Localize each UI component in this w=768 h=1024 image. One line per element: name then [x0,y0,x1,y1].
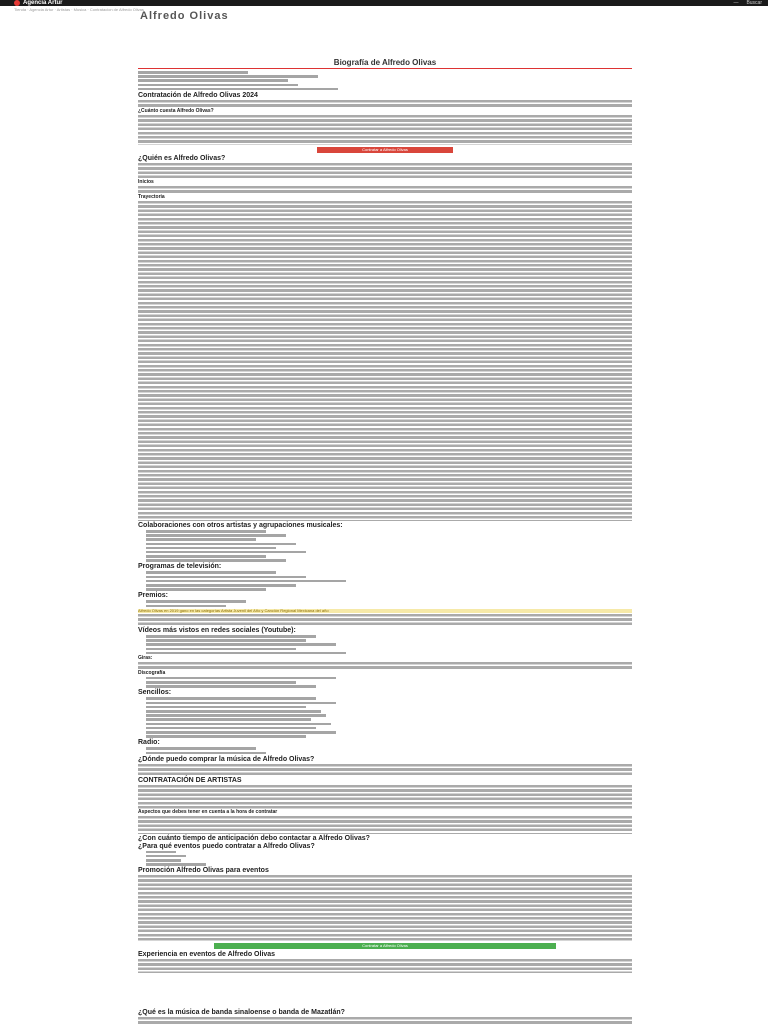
heading-premios: Premios: [138,592,168,600]
heading-donde-comprar: ¿Dónde puedo comprar la música de Alfredo Olivas? [138,755,315,763]
breadcrumb[interactable]: Tienda · Agencia Artur · Artistas · Musica · Contratacion de Alfredo Olivas [14,7,144,12]
paragraph [138,614,632,626]
heading-eventos: ¿Para qué eventos puedo contratar a Alfredo Olivas? [138,842,315,850]
heading-giras: Giras: [138,654,153,661]
heading-programas: Programas de televisión: [138,563,222,571]
heading-aspectos: Aspectos que debes tener en cuenta a la hora de contratar [138,808,278,815]
paragraph [138,875,632,941]
paragraph [138,816,632,834]
paragraph [138,201,632,521]
article-content [138,58,632,1024]
contratar-button-green[interactable]: Contratar a Alfredo Olivas [214,943,556,949]
top-link-search[interactable]: Buscar [746,0,762,6]
heading-musica: ¿Qué es la música de banda sinaloense o banda de Mazatlán? [138,1009,345,1017]
paragraph [138,785,632,809]
sencillos-list [138,697,632,737]
heading-quien-es: ¿Quién es Alfredo Olivas? [138,154,226,162]
top-links [733,0,762,6]
top-bar [0,0,768,6]
premios-list [138,600,632,607]
paragraph [138,163,632,179]
heading-experiencia: Experiencia en eventos de Alfredo Olivas [138,951,276,959]
heading-sencillos: Sencillos: [138,689,172,697]
page-title: Alfredo Olivas [140,10,229,22]
heading-tiempo: ¿Con cuánto tiempo de anticipación debo contactar a Alfredo Olivas? [138,834,370,842]
heading-contratacion-artistas: CONTRATACIÓN DE ARTISTAS [138,776,242,784]
videos-list [138,635,632,654]
artist-facts [138,71,632,90]
logo-icon [14,0,20,6]
paragraph [138,115,632,145]
brand-name[interactable]: Agencia Artur [23,0,63,6]
heading-colaboraciones: Colaboraciones con otros artistas y agrupaciones musicales: [138,521,343,529]
heading-promo: Promoción Alfredo Olivas para eventos [138,867,269,875]
heading-videos: Vídeos más vistos en redes sociales (Youtube): [138,626,296,634]
paragraph [138,100,632,108]
paragraph [138,186,632,194]
paragraph [138,959,632,973]
colaboraciones-list [138,530,632,562]
paragraph [138,662,632,670]
radio-list [138,747,632,754]
top-link-menu[interactable]: — [733,0,739,6]
discografia-list [138,677,632,688]
heading-contratacion: Contratación de Alfredo Olivas 2024 [138,91,258,99]
paragraph [138,764,632,776]
paragraph [138,1017,632,1024]
highlighted-award: Alfredo Olivas en 2019 gano en las categorías Artista Juvenil del Año y Canción Regional Mexicana del año [138,609,632,613]
article-title: Biografía de Alfredo Olivas [138,58,632,69]
heading-inicios: Inicios [138,178,154,185]
heading-radio: Radio: [138,739,160,747]
heading-trayectoria: Trayectoria [138,193,165,200]
heading-cuanto-cuesta: ¿Cuánto cuesta Alfredo Olivas? [138,107,214,114]
eventos-list [138,851,632,866]
contratar-button[interactable]: Contratar a Alfredo Olivas [317,147,453,153]
heading-discografia: Discografía [138,669,166,676]
programas-list [138,571,632,590]
